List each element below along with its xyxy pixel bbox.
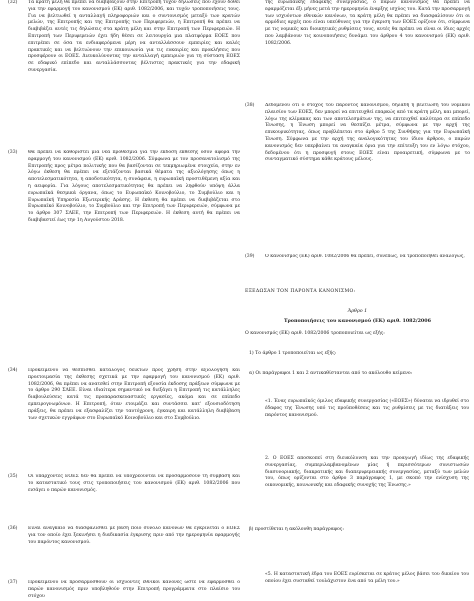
quoted-paragraph-5: «5. Η καταστατική έδρα του ΕΟΕΣ ευρίσκεται σε κράτος μέλος βάσει του δικαίου του οποίου έχει συσταθεί τουλάχιστον ένα από τα μέλη του.» xyxy=(265,572,469,584)
amendment-item-1: 1) Το άρθρο 1 τροποποιείται ως εξής: xyxy=(249,351,337,356)
quoted-paragraph-2: 2. Ο ΕΟΕΣ αποσκοπεί στη διευκόλυνση και την προαγωγή ιδίως της εδαφικής συνεργασίας, συμπεριλαμβανομένων μίας ή περισσότερων συνιστωσών διασυνοριακής, διακρατικής και διαπεριφερειακής συνεργασίας, μεταξύ των μελών του, όπως ορίζονται στο άρθρο 3 παράγραφος 1, με σκοπό την ενίσχυση της οικονομικής, κοινωνικής και εδαφικής συνοχής της Ένωσης.» xyxy=(265,456,469,489)
amendment-item-b: β) προστίθεται η ακόλουθη παράγραφος: xyxy=(249,527,344,532)
recital-number: (34) xyxy=(8,368,18,373)
article-heading: Άρθρο 1 xyxy=(347,309,368,314)
recital-text: Οι υπάρχοντες ΕΟΕΣ δεν θα πρέπει να υποχρεούνται να προσαρμόσουν τη σύμβαση και το καταστατικό τους στις τροποποιήσεις του κανονισμού (ΕΚ) αριθ. 1082/2006 που εισάγει ο παρών κανονισμός. xyxy=(28,474,240,493)
recital-number: (32) xyxy=(8,0,18,5)
recital-text: Δεδομένου ότι ο στόχος του παρόντος κανονισμού, δηλαδή η βελτίωση του νομικού πλαισίου των ΕΟΕΣ, δεν μπορεί να επιτευχθεί επαρκώς από τα κράτη μέλη, και μπορεί, λόγω της κλίμακας και των αποτελεσμάτων της, να επιτευχθεί καλύτερα σε επίπεδο Ένωσης, η Ένωση μπορεί να θεσπίζει μέτρα, σύμφωνα με την αρχή της επικουρικότητας, όπως προβλέπεται στο άρθρο 5 της Συνθήκης για την Ευρωπαϊκή Ένωση. Σύμφωνα με την αρχή της αναλογικότητας του ίδιου άρθρου, ο παρών κανονισμός δεν υπερβαίνει τα αναγκαία όρια για την επίτευξη του εν λόγω στόχου, δεδομένου ότι η προσφυγή στους ΕΟΕΣ είναι προαιρετική, σύμφωνα με το συνταγματικό σύστημα κάθε κράτους μέλους. xyxy=(265,103,470,163)
recital-number: (39) xyxy=(245,254,255,259)
recital-39 xyxy=(245,254,470,272)
recital-text: Θα πρέπει να καθοριστεί μια νέα προθεσμία για την έκδοση έκθεσης όσον αφορά την εφαρμογή του κανονισμού (ΕΚ) αριθ. 1082/2006. Σύμφωνα με τον προσανατολισμό της Επιτροπής προς μέτρα πολιτικής που θα βασίζονται σε τεκμηριωμένα στοιχεία, στην εν λόγω έκθεση θα πρέπει να εξετάζονται βασικά θέματα της αξιολόγησης όπως η αποτελεσματικότητα, η αποδοτικότητα, η συνάφεια, η ευρωπαϊκή προστιθέμενη αξία και η αειφορία. Για λόγους αποτελεσματικότητας θα πρέπει να ληφθούν υπόψη άλλα ευρωπαϊκά θεσμικά όργανα, όπως το Ευρωπαϊκό Κοινοβούλιο, το Συμβούλιο και η Ευρωπαϊκή Υπηρεσία Εξωτερικής Δράσης. Η έκθεση θα πρέπει να διαβιβάζεται στο Ευρωπαϊκό Κοινοβούλιο, το Συμβούλιο και την Επιτροπή των Περιφερειών, σύμφωνα με το άρθρο 307 ΣΛΕΕ, την Επιτροπή των Περιφερειών. Η έκθεση αυτή θα πρέπει να διαβιβαστεί έως την 1η Αυγούστου 2018. xyxy=(28,150,240,223)
recital-34 xyxy=(8,368,240,466)
recital-number: (37) xyxy=(8,580,18,585)
recital-text: Τα κράτη μέλη θα πρέπει να διαβιβάζουν στην Επιτροπή τυχόν δηλώσεις που έχουν δοθεί για την εφαρμογή του κανονισμού (ΕΚ) αριθ. 1082/2006, και τυχόν τροποποιήσεις τους. Για να βελτιωθεί η ανταλλαγή πληροφοριών και ο συντονισμός μεταξύ των κρατών μελών, της Επιτροπής και της Επιτροπής των Περιφερειών, η Επιτροπή θα πρέπει να διαβιβάζει αυτές τις δηλώσεις στα κράτη μέλη και στην Επιτροπή των Περιφερειών. Η Επιτροπή των Περιφερειών έχει ήδη θέσει σε λειτουργία μια πλατφόρμα ΕΟΕΣ που επιτρέπει σε όσα τα ενδιαφερόμενα μέρη να ανταλλάσσουν εμπειρίες και καλές πρακτικές και να βελτιώνουν την επικοινωνία για τις ευκαιρίες και προκλήσεις που προσφέρουν οι ΕΟΕΣ. Διευκολύνοντας την ανταλλαγή εμπειριών για τη σύσταση ΕΟΕΣ σε εδαφικό επίπεδο και ανταλλάσσοντας βέλτιστες πρακτικές για την εδαφική συνεργασία. xyxy=(28,0,240,73)
recital-32 xyxy=(8,0,240,124)
amendment-item-a: α) Οι παράγραφοι 1 και 2 αντικαθίστανται από το ακόλουθο κείμενο: xyxy=(249,371,413,376)
recital-number: (36) xyxy=(8,526,18,531)
amendment-intro: Ο κανονισμός (ΕΚ) αριθ. 1082/2006 τροποποιείται ως εξής: xyxy=(245,331,385,336)
right-column xyxy=(245,0,470,601)
recital-38 xyxy=(245,103,470,225)
recital-37-continued xyxy=(245,0,470,62)
recital-text: Προκειμένου να προσαρμοσθούν οι ισχύοντες εθνικοί κανόνες ώστε να εφαρμοσθεί ο παρών κανονισμός πριν υποβληθούν στην Επιτροπή προγράμματα στο πλαίσιο του στόχου xyxy=(28,580,240,599)
recital-text: Προκειμένου να θεσπισθεί κατάλογος δεικτών προς χρήση στην αξιολόγηση και προετοιμασία της έκθεσης σχετικά με την εφαρμογή του κανονισμού (ΕΚ) αριθ. 1082/2006, θα πρέπει να ανατεθεί στην Επιτροπή εξουσία έκδοσης πράξεων σύμφωνα με το άρθρο 290 ΣΛΕΕ. Είναι ιδιαίτερα σημαντικό να διεξάγει η Επιτροπή τις κατάλληλες διαβουλεύσεις κατά τις προπαρασκευαστικές εργασίες, ακόμα και σε επίπεδο εμπειρογνωμόνων. Η Επιτροπή, όταν ετοιμάζει και συντάσσει κατ' εξουσιοδότηση πράξεις, θα πρέπει να εξασφαλίζει την ταυτόχρονη, έγκαιρη και κατάλληλη διαβίβαση των σχετικών εγγράφων στο Ευρωπαϊκό Κοινοβούλιο και στο Συμβούλιο. xyxy=(28,368,240,421)
recital-number: (35) xyxy=(8,474,18,479)
recital-text: Ο κανονισμός (ΕΚ) αριθ. 1082/2006 θα πρέπει, συνεπώς, να τροποποιηθεί αναλόγως, xyxy=(265,254,465,259)
recital-35 xyxy=(8,474,240,509)
recital-33 xyxy=(8,150,240,270)
recital-text: της ευρωπαϊκής εδαφικής συνεργασίας, ο παρών κανονισμός θα πρέπει να εφαρμόζεται έξι μήνες μετά την ημερομηνία έναρξης ισχύος του. Κατά την προσαρμογή των ισχυόντων εθνικών κανόνων, τα κράτη μέλη θα πρέπει να διασφαλίσουν ότι οι αρμόδιες αρχές που είναι υπεύθυνες για την έγκριση των ΕΟΕΣ ορίζουν ότι, σύμφωνα με τις νομικές και διοικητικές ρυθμίσεις τους, αυτές θα πρέπει να είναι οι ίδιες αρχές που λαμβάνουν τις κοινοποιήσεις δυνάμει του άρθρου 4 του κανονισμού (ΕΚ) αριθ. 1082/2006. xyxy=(265,0,470,46)
recital-number: (33) xyxy=(8,150,18,155)
recital-37 xyxy=(8,580,240,601)
left-column xyxy=(8,0,240,601)
recital-36 xyxy=(8,526,240,562)
adoption-formula: ΕΞΕΔΩΣΑΝ ΤΟΝ ΠΑΡΟΝΤΑ ΚΑΝΟΝΙΣΜΟ: xyxy=(245,289,356,294)
recital-text: Είναι αναγκαίο να διασφαλισθεί με βάση ποιο σύνολο κανόνων θα εγκρίνεται ο ΕΟΕΣ για τον οποίο έχει ξεκινήσει η διαδικασία έγκρισης πριν από την ημερομηνία εφαρμογής του παρόντος κανονισμού. xyxy=(28,526,240,545)
article-title: Τροποποιήσεις του κανονισμού (ΕΚ) αριθ. 1082/2006 xyxy=(284,318,431,324)
recital-number: (38) xyxy=(245,103,255,108)
quoted-paragraph-1: «1. Ένας ευρωπαϊκός όμιλος εδαφικής συνεργασίας («ΕΟΕΣ») δύναται να ιδρυθεί στο έδαφος της Ένωσης υπό τις προϋποθέσεις και τις ρυθμίσεις με τις διατάξεις του παρόντος κανονισμού. xyxy=(265,399,469,418)
